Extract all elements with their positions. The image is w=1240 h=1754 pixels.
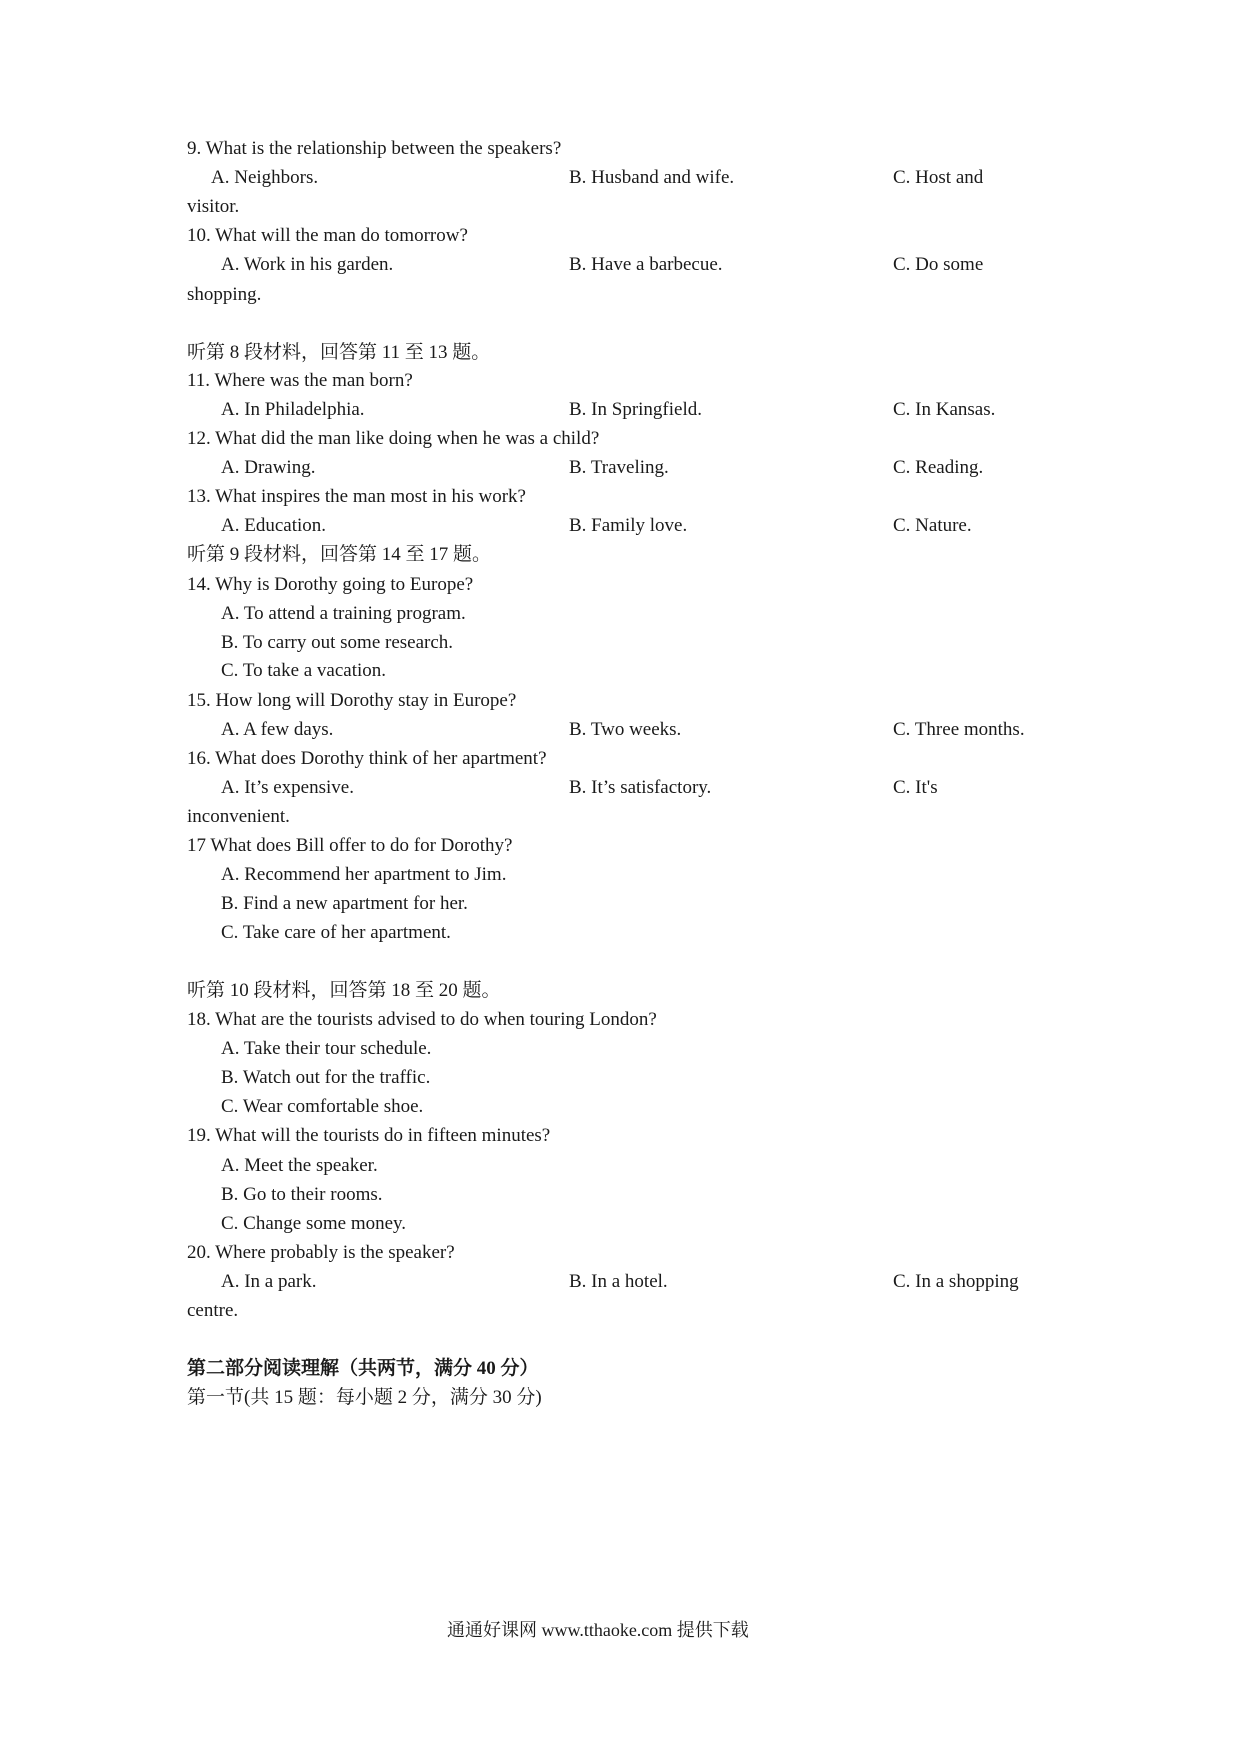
q20-option-c-continued: centre. xyxy=(187,1300,239,1321)
q12-option-b: B. Traveling. xyxy=(569,457,669,478)
part-2-subheading: 第一节(共 15 题：每小题 2 分，满分 30 分) xyxy=(187,1387,542,1408)
q10-option-c: C. Do some xyxy=(893,254,984,275)
q10-option-a: A. Work in his garden. xyxy=(221,254,394,275)
q20-option-c: C. In a shopping xyxy=(893,1271,1019,1292)
q12-option-c: C. Reading. xyxy=(893,457,984,478)
q10-option-c-continued: shopping. xyxy=(187,284,262,305)
question-11: 11. Where was the man born? xyxy=(187,370,413,391)
q20-option-b: B. In a hotel. xyxy=(569,1271,668,1292)
section-instruction-8: 听第 8 段材料，回答第 11 至 13 题。 xyxy=(187,342,491,363)
q18-option-b: B. Watch out for the traffic. xyxy=(221,1067,431,1088)
q16-option-a: A. It’s expensive. xyxy=(221,777,354,798)
q17-option-a: A. Recommend her apartment to Jim. xyxy=(221,864,507,885)
q9-option-c-continued: visitor. xyxy=(187,196,240,217)
question-19: 19. What will the tourists do in fifteen minutes? xyxy=(187,1125,551,1146)
question-10: 10. What will the man do tomorrow? xyxy=(187,225,468,246)
q19-option-a: A. Meet the speaker. xyxy=(221,1155,378,1176)
q16-option-c-continued: inconvenient. xyxy=(187,806,290,827)
q18-option-c: C. Wear comfortable shoe. xyxy=(221,1096,424,1117)
q9-option-c: C. Host and xyxy=(893,167,984,188)
question-15: 15. How long will Dorothy stay in Europe? xyxy=(187,690,517,711)
section-instruction-10: 听第 10 段材料，回答第 18 至 20 题。 xyxy=(187,980,501,1001)
question-16: 16. What does Dorothy think of her apartment? xyxy=(187,748,547,769)
question-14: 14. Why is Dorothy going to Europe? xyxy=(187,574,474,595)
q11-option-c: C. In Kansas. xyxy=(893,399,996,420)
q9-option-a: A. Neighbors. xyxy=(211,167,319,188)
q13-option-b: B. Family love. xyxy=(569,515,688,536)
q13-option-c: C. Nature. xyxy=(893,515,972,536)
q19-option-c: C. Change some money. xyxy=(221,1213,407,1234)
q14-option-b: B. To carry out some research. xyxy=(221,632,454,653)
q10-option-b: B. Have a barbecue. xyxy=(569,254,723,275)
q15-option-a: A. A few days. xyxy=(221,719,334,740)
q14-option-c: C. To take a vacation. xyxy=(221,660,387,681)
q17-option-c: C. Take care of her apartment. xyxy=(221,922,451,943)
q16-option-c: C. It's xyxy=(893,777,938,798)
question-18: 18. What are the tourists advised to do when touring London? xyxy=(187,1009,657,1030)
question-20: 20. Where probably is the speaker? xyxy=(187,1242,455,1263)
q15-option-c: C. Three months. xyxy=(893,719,1025,740)
q15-option-b: B. Two weeks. xyxy=(569,719,682,740)
q16-option-b: B. It’s satisfactory. xyxy=(569,777,712,798)
question-12: 12. What did the man like doing when he was a child? xyxy=(187,428,600,449)
q17-option-b: B. Find a new apartment for her. xyxy=(221,893,468,914)
question-13: 13. What inspires the man most in his work? xyxy=(187,486,526,507)
section-instruction-9: 听第 9 段材料，回答第 14 至 17 题。 xyxy=(187,544,492,565)
q18-option-a: A. Take their tour schedule. xyxy=(221,1038,432,1059)
page-footer: 通通好课网 www.tthaoke.com 提供下载 xyxy=(447,1620,749,1640)
q12-option-a: A. Drawing. xyxy=(221,457,316,478)
q19-option-b: B. Go to their rooms. xyxy=(221,1184,383,1205)
q11-option-a: A. In Philadelphia. xyxy=(221,399,365,420)
question-17: 17 What does Bill offer to do for Dorothy? xyxy=(187,835,513,856)
q20-option-a: A. In a park. xyxy=(221,1271,317,1292)
q14-option-a: A. To attend a training program. xyxy=(221,603,466,624)
q11-option-b: B. In Springfield. xyxy=(569,399,702,420)
question-9: 9. What is the relationship between the speakers? xyxy=(187,138,562,159)
q13-option-a: A. Education. xyxy=(221,515,327,536)
q9-option-b: B. Husband and wife. xyxy=(569,167,735,188)
part-2-heading: 第二部分阅读理解（共两节，满分 40 分） xyxy=(187,1358,539,1379)
